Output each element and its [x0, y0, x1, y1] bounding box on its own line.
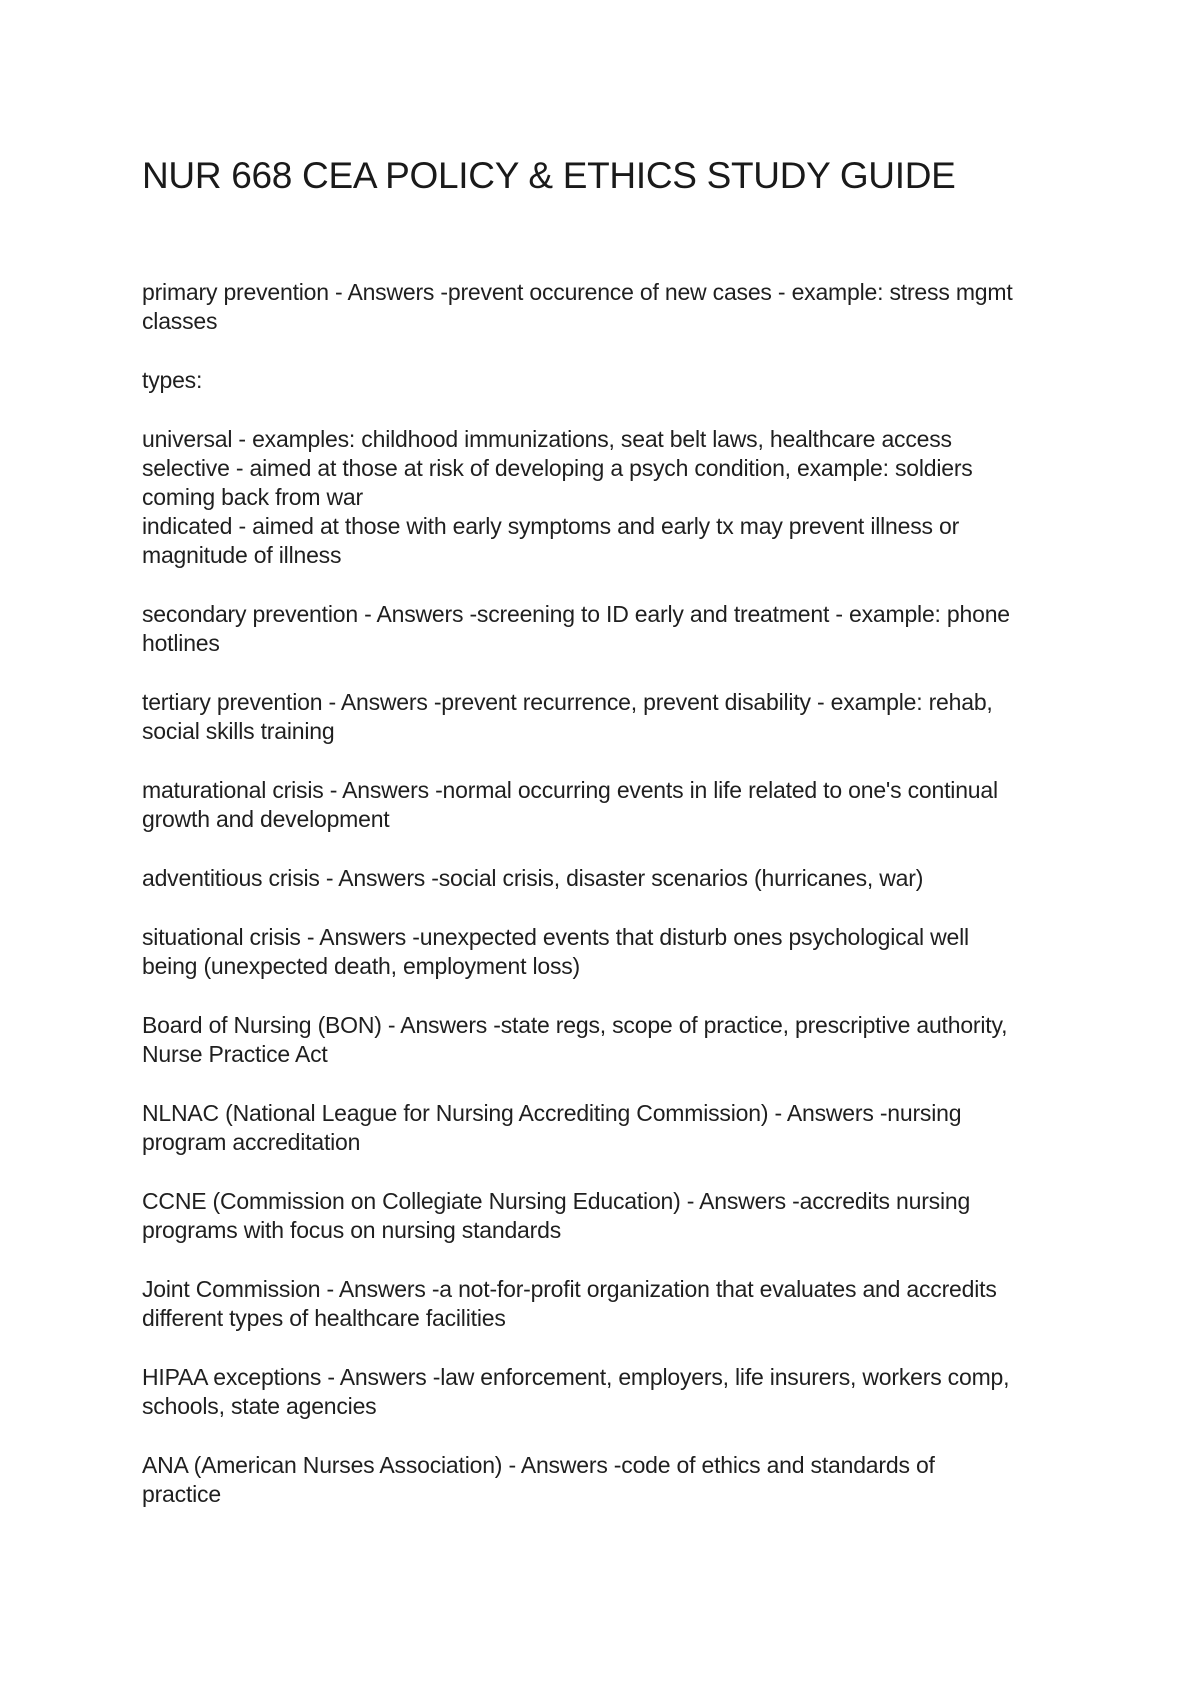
text-line: primary prevention - Answers -prevent occurence of new cases - example: stress mgmt	[142, 279, 1013, 305]
entry-nlnac	[142, 1099, 1082, 1157]
text-line: coming back from war	[142, 484, 363, 510]
text-line: magnitude of illness	[142, 542, 342, 568]
text-line: being (unexpected death, employment loss)	[142, 953, 581, 979]
text-line: Nurse Practice Act	[142, 1041, 328, 1067]
text-line: indicated - aimed at those with early symptoms and early tx may prevent illness or	[142, 513, 960, 539]
text-line: Board of Nursing (BON) - Answers -state regs, scope of practice, prescriptive authority,	[142, 1012, 1008, 1038]
text-line: growth and development	[142, 806, 390, 832]
document-body	[142, 278, 1082, 1509]
text-line: programs with focus on nursing standards	[142, 1217, 561, 1243]
entry-joint-commission	[142, 1275, 1082, 1333]
document-title: NUR 668 CEA POLICY & ETHICS STUDY GUIDE	[142, 155, 956, 196]
entry-ana	[142, 1451, 1082, 1509]
entry-hipaa-exceptions	[142, 1363, 1082, 1421]
text-line: tertiary prevention - Answers -prevent recurrence, prevent disability - example: rehab,	[142, 689, 993, 715]
text-line: ANA (American Nurses Association) - Answers -code of ethics and standards of	[142, 1452, 935, 1478]
text-line: universal - examples: childhood immunizations, seat belt laws, healthcare access	[142, 426, 952, 452]
text-line: hotlines	[142, 630, 220, 656]
entry-board-of-nursing	[142, 1011, 1082, 1069]
text-line: program accreditation	[142, 1129, 361, 1155]
entry-tertiary-prevention	[142, 688, 1082, 746]
text-line: adventitious crisis - Answers -social crisis, disaster scenarios (hurricanes, war)	[142, 865, 924, 891]
entry-types-heading	[142, 366, 1082, 395]
text-line: NLNAC (National League for Nursing Accrediting Commission) - Answers -nursing	[142, 1100, 962, 1126]
text-line: secondary prevention - Answers -screening to ID early and treatment - example: phone	[142, 601, 1010, 627]
entry-prevention-types	[142, 425, 1082, 570]
text-line: social skills training	[142, 718, 335, 744]
text-line: practice	[142, 1481, 221, 1507]
text-line: types:	[142, 367, 203, 393]
text-line: schools, state agencies	[142, 1393, 377, 1419]
text-line: different types of healthcare facilities	[142, 1305, 506, 1331]
text-line: selective - aimed at those at risk of developing a psych condition, example: soldiers	[142, 455, 973, 481]
text-line: CCNE (Commission on Collegiate Nursing Education) - Answers -accredits nursing	[142, 1188, 971, 1214]
entry-ccne	[142, 1187, 1082, 1245]
entry-situational-crisis	[142, 923, 1082, 981]
text-line: classes	[142, 308, 218, 334]
text-line: situational crisis - Answers -unexpected events that disturb ones psychological well	[142, 924, 969, 950]
entry-primary-prevention	[142, 278, 1082, 336]
text-line: maturational crisis - Answers -normal occurring events in life related to one's continual	[142, 777, 998, 803]
text-line: HIPAA exceptions - Answers -law enforcement, employers, life insurers, workers comp,	[142, 1364, 1010, 1390]
entry-adventitious-crisis	[142, 864, 1082, 893]
entry-secondary-prevention	[142, 600, 1082, 658]
entry-maturational-crisis	[142, 776, 1082, 834]
text-line: Joint Commission - Answers -a not-for-profit organization that evaluates and accredits	[142, 1276, 997, 1302]
document-page	[142, 0, 1082, 1539]
